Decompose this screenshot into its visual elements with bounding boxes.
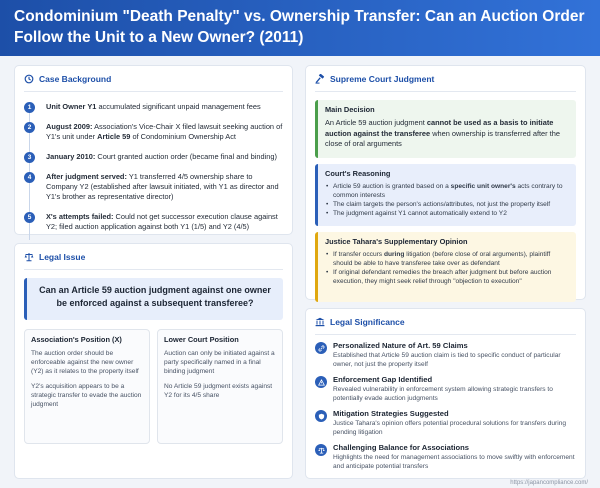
gavel-icon xyxy=(315,74,325,84)
page-header xyxy=(0,0,600,56)
legal-issue-panel xyxy=(14,243,293,479)
lower-court-position-card: Lower Court Position Auction can only be initiated against a party specifically named in a final binding judgment No Article 59 judgment exists against Y2 for its 4/5 share xyxy=(157,329,283,444)
list-item: • Article 59 auction is granted based on a specific unit owner's acts contrary to common interests xyxy=(325,182,569,200)
timeline-event: 1 Unit Owner Y1 accumulated significant unpaid management fees xyxy=(24,102,261,112)
balance-icon xyxy=(315,444,327,456)
court-reasoning-box: Court's Reasoning • Article 59 auction is granted based on a specific unit owner's acts contrary to common interests • The claim targets the person's actions/attributes, not just the property itself • The judgment against Y1 cannot automatically extend to Y2 xyxy=(315,164,576,226)
legal-issue-heading: Legal Issue xyxy=(24,250,283,264)
list-item: • If original defendant remedies the breach after judgment but before auction execution, they might seek relief through "objection to execution" xyxy=(325,268,569,286)
significance-item: Challenging Balance for Associations Highlights the need for management associations to move swiftly with enforcement and anticipate potential transfers xyxy=(315,443,576,471)
legal-significance-panel xyxy=(305,308,586,479)
main-decision-box: Main Decision An Article 59 auction judgment cannot be used as a basis to initiate auction against the transferee when ownership is transferred after the close of oral arguments xyxy=(315,100,576,158)
significance-item: Mitigation Strategies Suggested Justice Tahara's opinion offers potential procedural solutions for transfers during pending litigation xyxy=(315,409,576,437)
association-position-card: Association's Position (X) The auction order should be enforceable against the new owner (Y2) as it relates to the property itself Y2's acquisition appears to be a strategic transfer to evade the auction judgment xyxy=(24,329,150,444)
timeline-event: 2 August 2009: Association's Vice-Chair X filed lawsuit seeking auction of Y1's unit under Article 59 of Condominium Ownership Act xyxy=(24,122,283,142)
source-url: https://japancompliance.com/ xyxy=(510,480,588,486)
positions xyxy=(24,329,283,444)
case-background-panel xyxy=(14,65,293,235)
history-icon xyxy=(24,74,34,84)
significance-item: Personalized Nature of Art. 59 Claims Established that Article 59 auction claim is tied to specific conduct of particular owner, not just the property itself xyxy=(315,341,576,369)
significance-item: Enforcement Gap Identified Revealed vulnerability in enforcement system allowing strategic transfers to potentially evade auction judgments xyxy=(315,375,576,403)
case-background-heading: Case Background xyxy=(24,72,283,86)
list-item: • The judgment against Y1 cannot automatically extend to Y2 xyxy=(325,209,569,218)
list-item: • The claim targets the person's actions/attributes, not just the property itself xyxy=(325,200,569,209)
supplementary-opinion-box: Justice Tahara's Supplementary Opinion • If transfer occurs during litigation (before close of oral arguments), plaintiff should be able to have transferee take over as defendant • If original defendant remedies the breach after judgment but before auction execution, they might seek relief through "objection to execution" xyxy=(315,232,576,302)
warning-icon xyxy=(315,376,327,388)
legal-significance-heading: Legal Significance xyxy=(315,315,576,329)
judgment-heading: Supreme Court Judgment xyxy=(315,72,576,86)
institution-icon xyxy=(315,317,325,327)
link-icon xyxy=(315,342,327,354)
list-item: • If transfer occurs during litigation (before close of oral arguments), plaintiff should be able to have transferee take over as defendant xyxy=(325,250,569,268)
timeline-event: 4 After judgment served: Y1 transferred 4/5 ownership share to Company Y2 (established after lawsuit initiated, with Y1 as director and Y1's brother as representative director) xyxy=(24,172,283,202)
judgment-panel xyxy=(305,65,586,300)
scale-icon xyxy=(24,252,34,262)
page-title: Condominium "Death Penalty" vs. Ownership Transfer: Can an Auction Order Follow the Unit to a New Owner? (2011) xyxy=(14,8,585,46)
issue-question: Can an Article 59 auction judgment against one owner be enforced against a subsequent transferee? xyxy=(24,278,283,320)
timeline-event: 5 X's attempts failed: Could not get successor execution clause against Y2; filed auction application against both Y1 (1/5) and Y2 (4/5) xyxy=(24,212,283,232)
timeline-event: 3 January 2010: Court granted auction order (became final and binding) xyxy=(24,152,277,162)
shield-icon xyxy=(315,410,327,422)
